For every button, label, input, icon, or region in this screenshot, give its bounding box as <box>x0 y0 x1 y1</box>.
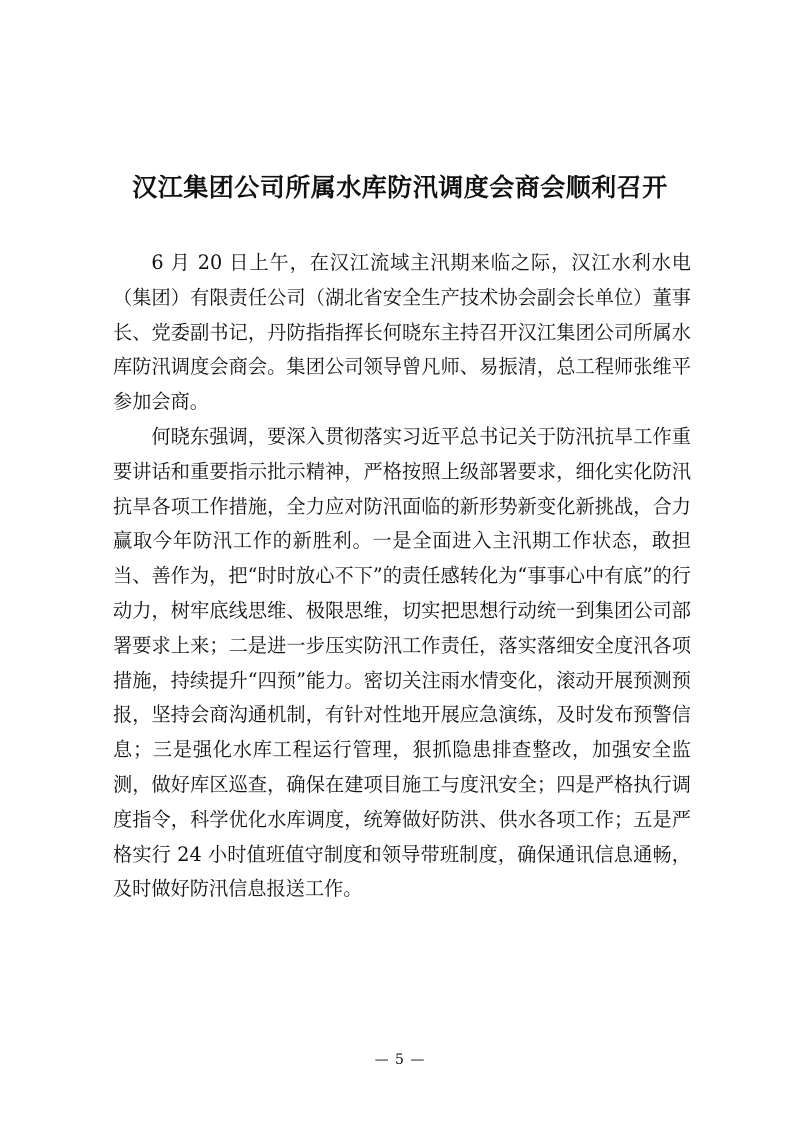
paragraph-2: 何晓东强调，要深入贯彻落实习近平总书记关于防汛抗旱工作重要讲话和重要指示批示精神，严格按照上级部署要求，细化实化防汛抗旱各项工作措施，全力应对防汛面临的新形势新变化新挑战，合力赢取今年防汛工作的新胜利。一是全面进入主汛期工作状态，敢担当、善作为，把“时时放心不下”的责任感转化为“事事心中有底”的行动力，树牢底线思维、极限思维，切实把思想行动统一到集团公司部署要求上来；二是进一步压实防汛工作责任，落实落细安全度汛各项措施，持续提升“四预”能力。密切关注雨水情变化，滚动开展预测预报，坚持会商沟通机制，有针对性地开展应急演练，及时发布预警信息；三是强化水库工程运行管理，狠抓隐患排查整改，加强安全监测，做好库区巡查，确保在建项目施工与度汛安全；四是严格执行调度指令，科学优化水库调度，统筹做好防洪、供水各项工作；五是严格实行 24 小时值班值守制度和领导带班制度，确保通讯信息通畅，及时做好防汛信息报送工作。 <box>113 424 691 901</box>
page-number: — 5 — <box>374 1052 426 1068</box>
paragraph-1: 6 月 20 日上午，在汉江流域主汛期来临之际，汉江水利水电（集团）有限责任公司（湖北省安全生产技术协会副会长单位）董事长、党委副书记，丹防指指挥长何晓东主持召开汉江集团公司所属水库防汛调度会商会。集团公司领导曾凡师、易振清，总工程师张维平参加会商。 <box>113 251 691 414</box>
article-body <box>113 246 691 907</box>
page-title: 汉江集团公司所属水库防汛调度会商会顺利召开 <box>132 173 668 202</box>
